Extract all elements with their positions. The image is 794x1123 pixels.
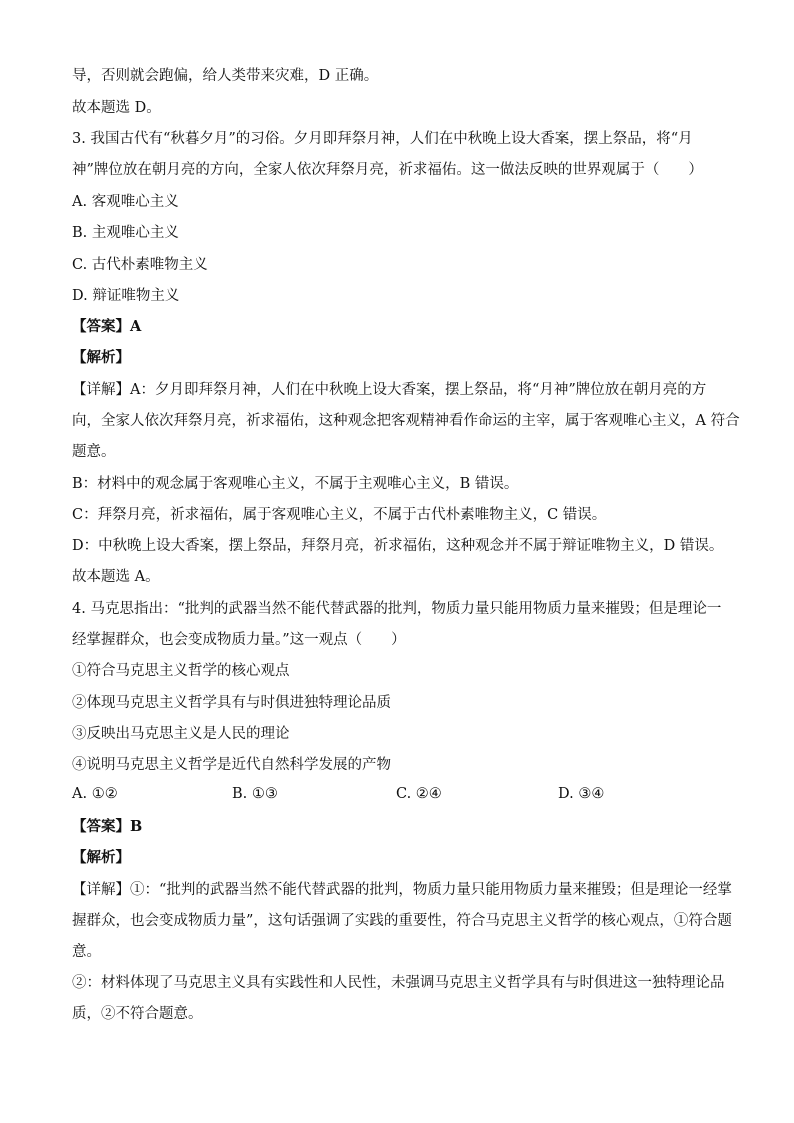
detail-line: 【详解】①：“批判的武器当然不能代替武器的批判，物质力量只能用物质力量来摧毁；但是理论一经掌 [72,882,732,898]
detail-line: ②：材料体现了马克思主义具有实践性和人民性，未强调马克思主义哲学具有与时俱进这一独特理论品 [72,975,725,991]
detail-line: 质，②不符合题意。 [72,1006,203,1022]
option-b: B. 主观唯心主义 [72,225,179,241]
detail-line: 题意。 [72,444,116,460]
question-4-stem-cont: 经掌握群众，也会变成物质力量。”这一观点（ ） [72,632,406,648]
question-4-stem: 4. 马克思指出：“批判的武器当然不能代替武器的批判，物质力量只能用物质力量来摧毁；但是理论一 [72,601,722,617]
options-row [72,786,722,806]
question-3-stem-cont: 神”牌位放在朝月亮的方向，全家人依次拜祭月亮，祈求福佑。这一做法反映的世界观属于（ ） [72,162,703,178]
detail-line: 向，全家人依次拜祭月亮，祈求福佑，这种观念把客观精神看作命运的主宰，属于客观唯心主义，A 符合 [72,413,740,429]
option-d: D. 辩证唯物主义 [72,288,180,304]
detail-line: 意。 [72,944,101,960]
statement-3: ③反映出马克思主义是人民的理论 [72,726,290,742]
detail-line: C：拜祭月亮，祈求福佑，属于客观唯心主义，不属于古代朴素唯物主义，C 错误。 [72,507,607,523]
text-line: 故本题选 A。 [72,569,160,585]
detail-line: 【详解】A：夕月即拜祭月神，人们在中秋晚上设大香案，摆上祭品，将“月神”牌位放在朝月亮的方 [72,382,707,398]
detail-line: B：材料中的观念属于客观唯心主义，不属于主观唯心主义，B 错误。 [72,476,519,492]
answer-label: 【答案】A [72,318,142,335]
option-d: D. ③④ [558,786,605,802]
analysis-label: 【解析】 [72,849,130,866]
option-c: C. 古代朴素唯物主义 [72,257,208,273]
text-line: 导，否则就会跑偏，给人类带来灾难，D 正确。 [72,68,379,84]
statement-2: ②体现马克思主义哲学具有与时俱进独特理论品质 [72,695,391,711]
option-c: C. ②④ [396,786,442,802]
detail-line: 握群众，也会变成物质力量”，这句话强调了实践的重要性，符合马克思主义哲学的核心观点，①符合题 [72,913,732,929]
statement-1: ①符合马克思主义哲学的核心观点 [72,663,290,679]
question-3-stem: 3. 我国古代有“秋暮夕月”的习俗。夕月即拜祭月神，人们在中秋晚上设大香案，摆上祭品，将“月 [72,131,693,147]
analysis-label: 【解析】 [72,349,130,366]
option-a: A. 客观唯心主义 [72,194,179,210]
option-a: A. ①② [72,786,118,802]
detail-line: D：中秋晚上设大香案，摆上祭品，拜祭月亮，祈求福佑，这种观念并不属于辩证唯物主义，D 错误。 [72,538,724,554]
option-b: B. ①③ [232,786,278,802]
answer-label: 【答案】B [72,818,143,835]
statement-4: ④说明马克思主义哲学是近代自然科学发展的产物 [72,757,391,773]
text-line: 故本题选 D。 [72,100,161,116]
